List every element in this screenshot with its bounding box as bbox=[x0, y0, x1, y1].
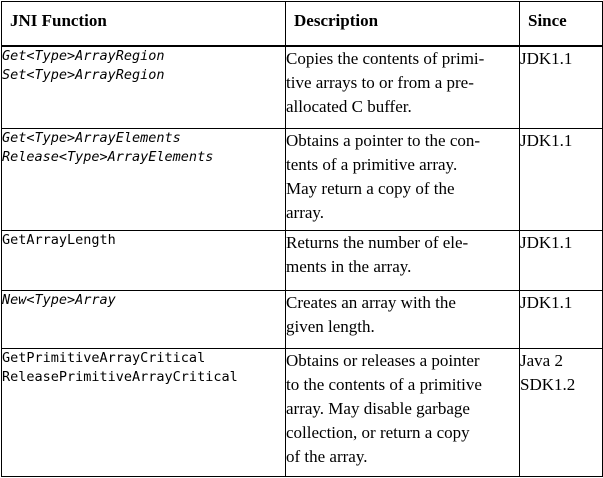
since-value: JDK1.1 bbox=[520, 233, 573, 252]
description-cell bbox=[286, 231, 520, 291]
since-cell bbox=[520, 46, 603, 129]
table-header-row bbox=[2, 2, 603, 46]
description-line: Obtains or releases a pointer bbox=[286, 351, 480, 370]
function-cell bbox=[2, 231, 286, 291]
function-name: GetPrimitiveArrayCritical bbox=[2, 350, 206, 366]
description-line: collection, or return a copy bbox=[286, 423, 470, 442]
description-line: Copies the contents of primi- bbox=[286, 48, 485, 68]
description-line: to the contents of a primitive bbox=[286, 375, 482, 394]
function-cell bbox=[2, 129, 286, 231]
description-cell bbox=[286, 129, 520, 231]
jni-functions-table bbox=[1, 1, 603, 477]
function-name: Release<Type>ArrayElements bbox=[2, 149, 214, 165]
function-name: Get<Type>ArrayElements bbox=[2, 130, 181, 146]
function-name: ReleasePrimitiveArrayCritical bbox=[2, 369, 238, 385]
table-row bbox=[2, 349, 603, 477]
description-cell bbox=[286, 46, 520, 129]
table-row bbox=[2, 129, 603, 231]
description-line: allocated C buffer. bbox=[286, 96, 412, 116]
header-since: Since bbox=[520, 2, 603, 46]
description-line: Obtains a pointer to the con- bbox=[286, 131, 481, 150]
description-line: of the array. bbox=[286, 447, 368, 466]
since-value: SDK1.2 bbox=[520, 375, 576, 394]
description-line: tents of a primitive array. bbox=[286, 155, 458, 174]
function-name: GetArrayLength bbox=[2, 232, 116, 248]
since-value: JDK1.1 bbox=[520, 48, 573, 68]
function-name: Set<Type>ArrayRegion bbox=[2, 66, 165, 83]
since-value: JDK1.1 bbox=[520, 131, 573, 150]
description-cell bbox=[286, 291, 520, 349]
table-row bbox=[2, 291, 603, 349]
since-value: Java 2 bbox=[520, 351, 563, 370]
function-cell bbox=[2, 291, 286, 349]
since-cell bbox=[520, 291, 603, 349]
description-line: array. bbox=[286, 203, 325, 222]
description-line: May return a copy of the bbox=[286, 179, 455, 198]
since-cell bbox=[520, 349, 603, 477]
header-description: Description bbox=[286, 2, 520, 46]
since-cell bbox=[520, 129, 603, 231]
since-value: JDK1.1 bbox=[520, 293, 573, 312]
description-line: Returns the number of ele- bbox=[286, 233, 469, 252]
function-cell bbox=[2, 46, 286, 129]
description-line: tive arrays to or from a pre- bbox=[286, 72, 474, 92]
description-line: Creates an array with the bbox=[286, 293, 456, 312]
header-jni-function: JNI Function bbox=[2, 2, 286, 46]
description-cell bbox=[286, 349, 520, 477]
since-cell bbox=[520, 231, 603, 291]
description-line: given length. bbox=[286, 317, 375, 336]
description-line: array. May disable garbage bbox=[286, 399, 470, 418]
table-row bbox=[2, 46, 603, 129]
function-name: Get<Type>ArrayRegion bbox=[2, 47, 165, 64]
table-row bbox=[2, 231, 603, 291]
function-cell bbox=[2, 349, 286, 477]
function-name: New<Type>Array bbox=[2, 292, 116, 308]
description-line: ments in the array. bbox=[286, 257, 412, 276]
